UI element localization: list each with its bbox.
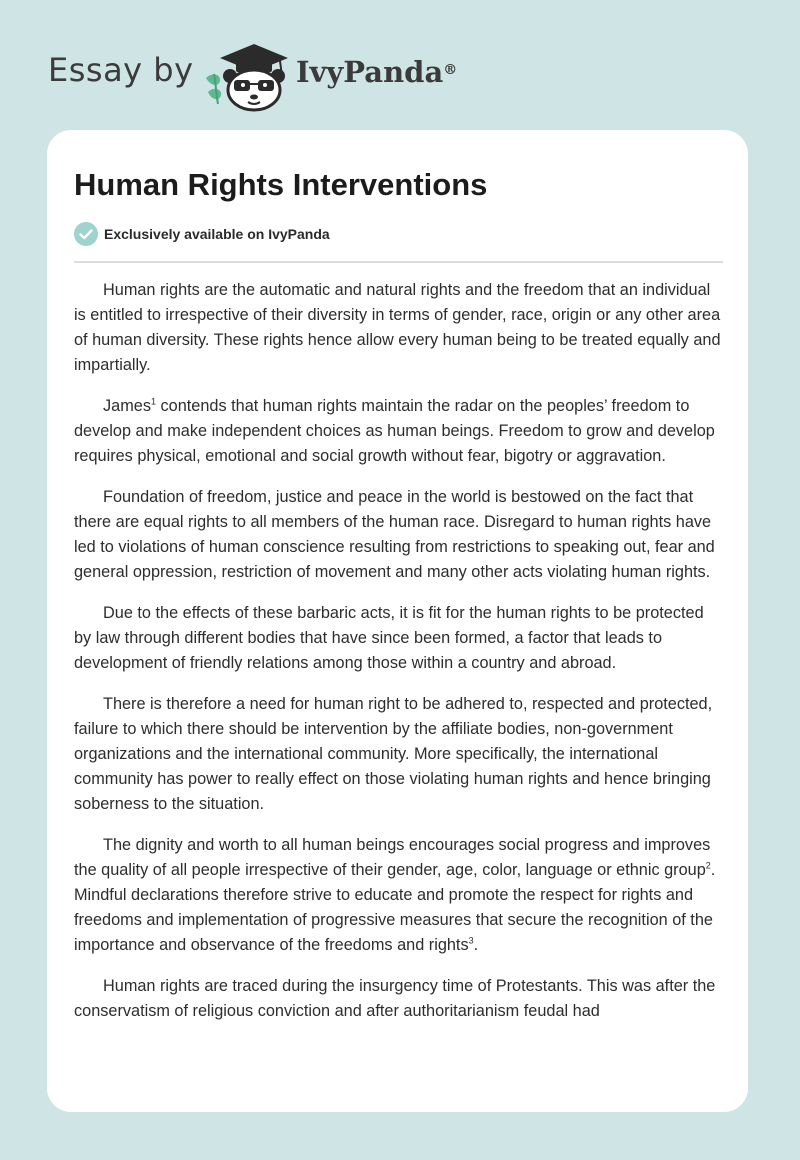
site-header: [0, 0, 800, 130]
paragraph-text: Due to the effects of these barbaric acts, it is fit for the human rights to be protected by law through different bodies that have since been formed, a factor that leads to development of friendly relations among those within a country and abroad.: [74, 604, 704, 672]
essay-paragraph: [74, 394, 722, 469]
paragraph-text: . Mindful declarations therefore strive to educate and promote the respect for rights and freedoms and implementation of progressive measures that secure the recognition of the importance and observance of the freedoms and rights: [74, 861, 716, 954]
ivypanda-logo-icon[interactable]: [200, 34, 292, 112]
footnote-marker[interactable]: 2: [705, 860, 711, 871]
paragraph-text: Foundation of freedom, justice and peace in the world is bestowed on the fact that there are equal rights to all members of the human race. Disregard to human rights have led to violations of human conscience resulting from restrictions to speaking out, fear and general oppression, restriction of movement and many other acts violating human rights.: [74, 488, 715, 581]
essay-paragraph: [74, 974, 722, 1024]
essay-card: [47, 130, 748, 1112]
page-title: Human Rights Interventions: [74, 167, 488, 202]
paragraph-text: .: [473, 936, 479, 954]
registered-mark: ®: [443, 62, 458, 78]
paragraph-text: James: [103, 397, 151, 415]
footnote-marker[interactable]: 3: [468, 935, 474, 946]
check-circle-icon: [74, 222, 98, 246]
paragraph-text: contends that human rights maintain the radar on the peoples’ freedom to develop and make independent choices as human beings. Freedom to grow and develop requires physical, emotional and social growth without fear, bigotry or aggravation.: [74, 397, 715, 465]
paragraph-text: The dignity and worth to all human beings encourages social progress and improves the quality of all people irrespective of their gender, age, color, language or ethnic group: [74, 836, 711, 879]
brand-name[interactable]: IvyPanda®: [296, 55, 458, 89]
essay-paragraph: [74, 692, 722, 817]
paragraph-text: Human rights are the automatic and natural rights and the freedom that an individual is entitled to irrespective of their diversity in terms of gender, race, origin or any other area of human diversity. These rights hence allow every human being to be treated equally and impartially.: [74, 281, 721, 374]
footnote-marker[interactable]: 1: [150, 396, 156, 407]
exclusive-label: Exclusively available on IvyPanda: [104, 226, 330, 242]
paragraph-text: Human rights are traced during the insurgency time of Protestants. This was after the conservatism of religious conviction and after authoritarianism feudal had: [74, 977, 716, 1020]
divider: [74, 261, 723, 263]
exclusive-badge: [74, 222, 330, 246]
paragraph-text: There is therefore a need for human right to be adhered to, respected and protected, failure to which there should be intervention by the affiliate bodies, non-government organizations and the international community. More specifically, the international community has power to really effect on those violating human rights and hence bringing soberness to the situation.: [74, 695, 713, 813]
essay-paragraph: [74, 601, 722, 676]
essay-paragraph: [74, 278, 722, 378]
essay-body: [74, 278, 722, 1040]
brand-prefix: Essay by: [48, 51, 194, 89]
essay-paragraph: [74, 833, 722, 958]
essay-paragraph: [74, 485, 722, 585]
